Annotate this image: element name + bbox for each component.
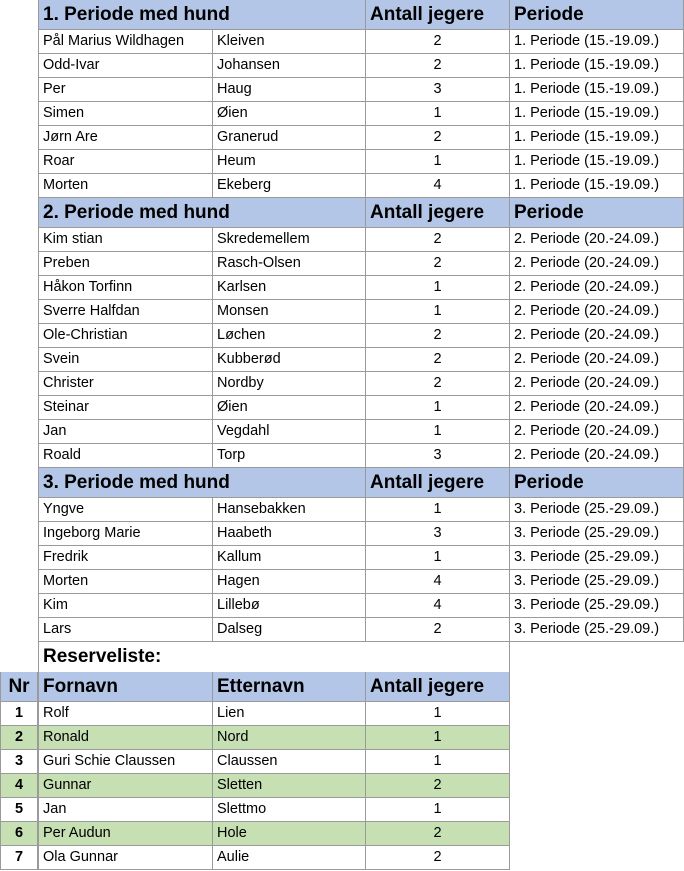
last-name-cell[interactable]: Slettmo: [213, 798, 366, 822]
period-cell[interactable]: 3. Periode (25.-29.09.): [510, 618, 684, 642]
last-name-cell[interactable]: Nord: [213, 726, 366, 750]
last-name-cell[interactable]: Torp: [213, 444, 366, 468]
hunter-count-cell[interactable]: 1: [366, 396, 510, 420]
count-header[interactable]: Antall jegere: [366, 0, 510, 30]
last-name-cell[interactable]: Kubberød: [213, 348, 366, 372]
period-header[interactable]: Periode: [510, 198, 684, 228]
period-header-row: [0, 198, 684, 228]
first-name-cell[interactable]: Morten: [38, 570, 213, 594]
period-cell[interactable]: 1. Periode (15.-19.09.): [510, 30, 684, 54]
last-name-cell[interactable]: Rasch-Olsen: [213, 252, 366, 276]
table-row: [0, 522, 684, 546]
hunter-count-cell[interactable]: 1: [366, 498, 510, 522]
table-row: [0, 228, 684, 252]
last-name-cell[interactable]: Kleiven: [213, 30, 366, 54]
table-row: [0, 372, 684, 396]
hunter-count-cell[interactable]: 2: [366, 618, 510, 642]
first-name-cell[interactable]: Ingeborg Marie: [38, 522, 213, 546]
first-name-cell[interactable]: Per Audun: [38, 822, 213, 846]
period-cell[interactable]: 2. Periode (20.-24.09.): [510, 348, 684, 372]
reserve-row: [0, 774, 684, 798]
first-name-header[interactable]: Fornavn: [38, 672, 213, 702]
period-cell[interactable]: 3. Periode (25.-29.09.): [510, 570, 684, 594]
period-header-row: [0, 468, 684, 498]
last-name-cell[interactable]: Haabeth: [213, 522, 366, 546]
reserve-row: [0, 798, 684, 822]
reserve-row: [0, 702, 684, 726]
first-name-cell[interactable]: Christer: [38, 372, 213, 396]
first-name-cell[interactable]: Lars: [38, 618, 213, 642]
period-header[interactable]: Periode: [510, 0, 684, 30]
hunter-count-cell[interactable]: 1: [366, 102, 510, 126]
reserve-header-row: [0, 672, 684, 702]
first-name-cell[interactable]: Roar: [38, 150, 213, 174]
first-name-cell[interactable]: Per: [38, 78, 213, 102]
hunter-count-cell[interactable]: 4: [366, 174, 510, 198]
first-name-cell[interactable]: Simen: [38, 102, 213, 126]
period-header[interactable]: Periode: [510, 468, 684, 498]
last-name-cell[interactable]: Øien: [213, 396, 366, 420]
period-cell[interactable]: 1. Periode (15.-19.09.): [510, 102, 684, 126]
table-row: [0, 54, 684, 78]
period-cell[interactable]: 1. Periode (15.-19.09.): [510, 78, 684, 102]
period-cell[interactable]: 2. Periode (20.-24.09.): [510, 372, 684, 396]
hunter-count-cell[interactable]: 2: [366, 846, 510, 870]
first-name-cell[interactable]: Kim: [38, 594, 213, 618]
period-cell[interactable]: 2. Periode (20.-24.09.): [510, 300, 684, 324]
first-name-cell[interactable]: Rolf: [38, 702, 213, 726]
last-name-cell[interactable]: Vegdahl: [213, 420, 366, 444]
last-name-cell[interactable]: Hagen: [213, 570, 366, 594]
period-cell[interactable]: 1. Periode (15.-19.09.): [510, 150, 684, 174]
table-row: [0, 78, 684, 102]
last-name-header[interactable]: Etternavn: [213, 672, 366, 702]
reserve-nr-cell[interactable]: 2: [0, 726, 38, 750]
reserve-nr-cell[interactable]: 3: [0, 750, 38, 774]
reserve-nr-cell[interactable]: 4: [0, 774, 38, 798]
reserve-row: [0, 750, 684, 774]
first-name-cell[interactable]: Odd-Ivar: [38, 54, 213, 78]
period-header-row: [0, 0, 684, 30]
last-name-cell[interactable]: Lien: [213, 702, 366, 726]
hunter-count-cell[interactable]: 1: [366, 300, 510, 324]
last-name-cell[interactable]: Claussen: [213, 750, 366, 774]
hunter-count-cell[interactable]: 1: [366, 726, 510, 750]
hunter-count-cell[interactable]: 2: [366, 126, 510, 150]
first-name-cell[interactable]: Ola Gunnar: [38, 846, 213, 870]
hunter-count-cell[interactable]: 3: [366, 522, 510, 546]
first-name-cell[interactable]: Preben: [38, 252, 213, 276]
hunter-count-cell[interactable]: 3: [366, 444, 510, 468]
reserve-row: [0, 726, 684, 750]
period-cell[interactable]: 2. Periode (20.-24.09.): [510, 396, 684, 420]
first-name-cell[interactable]: Håkon Torfinn: [38, 276, 213, 300]
table-row: [0, 618, 684, 642]
hunter-count-cell[interactable]: 3: [366, 78, 510, 102]
first-name-cell[interactable]: Steinar: [38, 396, 213, 420]
first-name-cell[interactable]: Guri Schie Claussen: [38, 750, 213, 774]
hunter-count-cell[interactable]: 2: [366, 822, 510, 846]
first-name-cell[interactable]: Roald: [38, 444, 213, 468]
hunter-count-cell[interactable]: 1: [366, 798, 510, 822]
count-header[interactable]: Antall jegere: [366, 672, 510, 702]
first-name-cell[interactable]: Kim stian: [38, 228, 213, 252]
period-cell[interactable]: 2. Periode (20.-24.09.): [510, 420, 684, 444]
hunter-count-cell[interactable]: 1: [366, 546, 510, 570]
first-name-cell[interactable]: Jan: [38, 420, 213, 444]
first-name-cell[interactable]: Svein: [38, 348, 213, 372]
reserve-row: [0, 846, 684, 870]
hunter-count-cell[interactable]: 2: [366, 228, 510, 252]
first-name-cell[interactable]: Ronald: [38, 726, 213, 750]
first-name-cell[interactable]: Yngve: [38, 498, 213, 522]
first-name-cell[interactable]: Fredrik: [38, 546, 213, 570]
hunter-count-cell[interactable]: 1: [366, 702, 510, 726]
table-row: [0, 300, 684, 324]
first-name-cell[interactable]: Jørn Are: [38, 126, 213, 150]
table-row: [0, 252, 684, 276]
last-name-cell[interactable]: Monsen: [213, 300, 366, 324]
hunter-count-cell[interactable]: 4: [366, 594, 510, 618]
table-row: [0, 594, 684, 618]
nr-header[interactable]: Nr: [0, 672, 38, 702]
reserve-nr-cell[interactable]: 5: [0, 798, 38, 822]
last-name-cell[interactable]: Kallum: [213, 546, 366, 570]
first-name-cell[interactable]: Pål Marius Wildhagen: [38, 30, 213, 54]
period-cell[interactable]: 3. Periode (25.-29.09.): [510, 522, 684, 546]
reserve-list-title[interactable]: Reserveliste:: [38, 642, 510, 672]
last-name-cell[interactable]: Heum: [213, 150, 366, 174]
table-row: [0, 150, 684, 174]
last-name-cell[interactable]: Ekeberg: [213, 174, 366, 198]
period-title[interactable]: 1. Periode med hund: [38, 0, 366, 30]
count-header[interactable]: Antall jegere: [366, 198, 510, 228]
table-row: [0, 348, 684, 372]
hunter-count-cell[interactable]: 2: [366, 30, 510, 54]
period-title[interactable]: 3. Periode med hund: [38, 468, 366, 498]
count-header[interactable]: Antall jegere: [366, 468, 510, 498]
table-row: [0, 324, 684, 348]
last-name-cell[interactable]: Aulie: [213, 846, 366, 870]
period-cell[interactable]: 1. Periode (15.-19.09.): [510, 174, 684, 198]
period-cell[interactable]: 3. Periode (25.-29.09.): [510, 546, 684, 570]
table-row: [0, 102, 684, 126]
last-name-cell[interactable]: Johansen: [213, 54, 366, 78]
table-row: [0, 546, 684, 570]
period-cell[interactable]: 3. Periode (25.-29.09.): [510, 498, 684, 522]
last-name-cell[interactable]: Granerud: [213, 126, 366, 150]
table-row: [0, 174, 684, 198]
hunter-count-cell[interactable]: 2: [366, 348, 510, 372]
table-row: [0, 276, 684, 300]
last-name-cell[interactable]: Øien: [213, 102, 366, 126]
period-cell[interactable]: 3. Periode (25.-29.09.): [510, 594, 684, 618]
last-name-cell[interactable]: Dalseg: [213, 618, 366, 642]
last-name-cell[interactable]: Hansebakken: [213, 498, 366, 522]
table-row: [0, 126, 684, 150]
table-row: [0, 570, 684, 594]
last-name-cell[interactable]: Sletten: [213, 774, 366, 798]
reserve-nr-cell[interactable]: 6: [0, 822, 38, 846]
period-title[interactable]: 2. Periode med hund: [38, 198, 366, 228]
table-row: [0, 444, 684, 468]
last-name-cell[interactable]: Skredemellem: [213, 228, 366, 252]
hunter-count-cell[interactable]: 2: [366, 252, 510, 276]
reserve-row: [0, 822, 684, 846]
hunter-count-cell[interactable]: 2: [366, 54, 510, 78]
last-name-cell[interactable]: Haug: [213, 78, 366, 102]
hunter-count-cell[interactable]: 1: [366, 420, 510, 444]
reserve-nr-cell[interactable]: 1: [0, 702, 38, 726]
period-cell[interactable]: 1. Periode (15.-19.09.): [510, 126, 684, 150]
last-name-cell[interactable]: Lillebø: [213, 594, 366, 618]
first-name-cell[interactable]: Jan: [38, 798, 213, 822]
reserve-nr-cell[interactable]: 7: [0, 846, 38, 870]
table-row: [0, 396, 684, 420]
first-name-cell[interactable]: Ole-Christian: [38, 324, 213, 348]
hunter-count-cell[interactable]: 4: [366, 570, 510, 594]
period-cell[interactable]: 2. Periode (20.-24.09.): [510, 228, 684, 252]
hunter-count-cell[interactable]: 2: [366, 774, 510, 798]
period-cell[interactable]: 1. Periode (15.-19.09.): [510, 54, 684, 78]
period-cell[interactable]: 2. Periode (20.-24.09.): [510, 324, 684, 348]
first-name-cell[interactable]: Gunnar: [38, 774, 213, 798]
table-row: [0, 30, 684, 54]
last-name-cell[interactable]: Nordby: [213, 372, 366, 396]
period-cell[interactable]: 2. Periode (20.-24.09.): [510, 444, 684, 468]
last-name-cell[interactable]: Hole: [213, 822, 366, 846]
first-name-cell[interactable]: Morten: [38, 174, 213, 198]
period-cell[interactable]: 2. Periode (20.-24.09.): [510, 276, 684, 300]
hunter-count-cell[interactable]: 2: [366, 372, 510, 396]
hunter-count-cell[interactable]: 2: [366, 324, 510, 348]
first-name-cell[interactable]: Sverre Halfdan: [38, 300, 213, 324]
hunter-count-cell[interactable]: 1: [366, 150, 510, 174]
table-row: [0, 420, 684, 444]
last-name-cell[interactable]: Løchen: [213, 324, 366, 348]
last-name-cell[interactable]: Karlsen: [213, 276, 366, 300]
hunter-count-cell[interactable]: 1: [366, 750, 510, 774]
table-row: [0, 498, 684, 522]
period-cell[interactable]: 2. Periode (20.-24.09.): [510, 252, 684, 276]
hunter-count-cell[interactable]: 1: [366, 276, 510, 300]
